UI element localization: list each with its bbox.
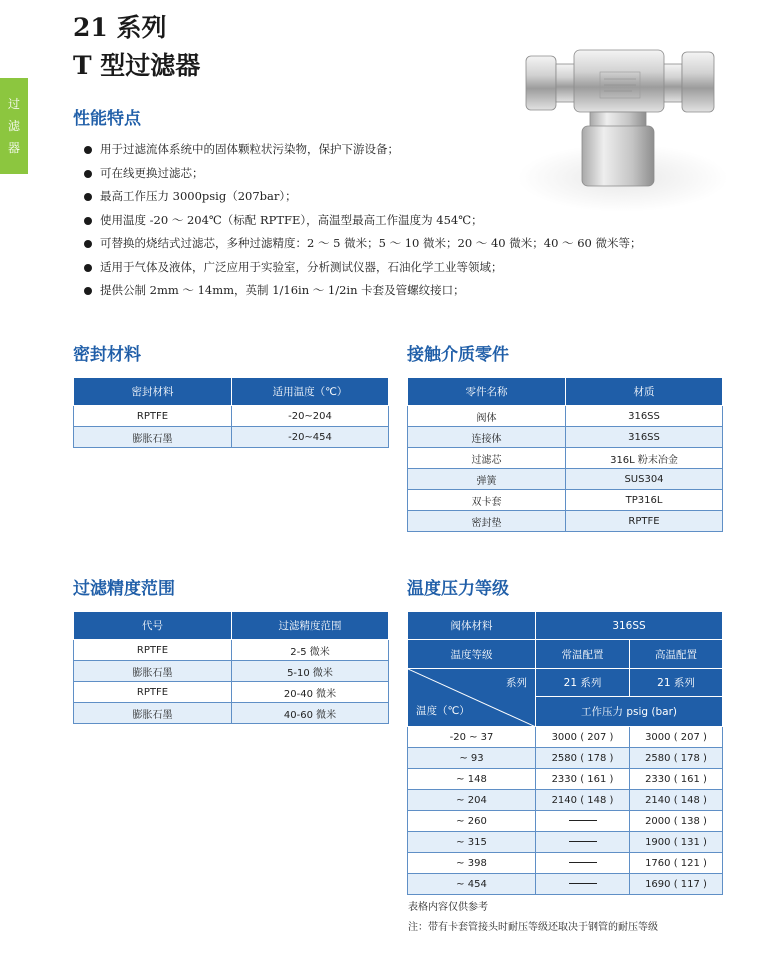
table-cell: ~ 204 <box>408 790 536 811</box>
table-row <box>74 682 389 703</box>
seal-table <box>73 377 389 448</box>
table-cell: 2140 ( 148 ) <box>630 790 723 811</box>
table-cell: -20~204 <box>232 406 389 427</box>
temperature-label: 温度（℃） <box>416 705 470 717</box>
na-dash-cell <box>536 874 630 895</box>
table-cell: -20 ~ 37 <box>408 727 536 748</box>
seal-header: 密封材料 <box>74 378 232 406</box>
table-row <box>408 511 723 532</box>
diagonal-header-cell <box>408 669 536 727</box>
table-cell: 膨胀石墨 <box>74 661 232 682</box>
series-label: 系列 <box>506 677 527 689</box>
working-pressure-header: 工作压力 psig (bar) <box>536 697 723 727</box>
wetted-header: 零件名称 <box>408 378 566 406</box>
table-cell: -20~454 <box>232 427 389 448</box>
table-row <box>408 790 723 811</box>
precision-header: 过滤精度范围 <box>232 612 389 640</box>
feature-item: 适用于气体及液体，广泛应用于实验室，分析测试仪器，石油化学工业等领域； <box>82 256 641 280</box>
feature-item: 使用温度 -20 ～ 204℃（标配 RPTFE），高温型最高工作温度为 454℃； <box>82 209 641 233</box>
body-material-label: 阀体材料 <box>408 612 536 640</box>
feature-item: 可替换的烧结式过滤芯，多种过滤精度：2 ～ 5 微米；5 ～ 10 微米；20 ～ 40 微米；40 ～ 60 微米等； <box>82 232 641 256</box>
table-cell: 316SS <box>566 406 723 427</box>
table-cell: 密封垫 <box>408 511 566 532</box>
na-dash-cell <box>536 853 630 874</box>
table-row <box>408 853 723 874</box>
high-config-header: 高温配置 <box>630 640 723 669</box>
precision-header: 代号 <box>74 612 232 640</box>
table-cell: 2-5 微米 <box>232 640 389 661</box>
table-cell: 阀体 <box>408 406 566 427</box>
table-cell: 1900 ( 131 ) <box>630 832 723 853</box>
table-cell: ~ 260 <box>408 811 536 832</box>
table-cell: 1690 ( 117 ) <box>630 874 723 895</box>
table-cell: 弹簧 <box>408 469 566 490</box>
table-cell: 2580 ( 178 ) <box>536 748 630 769</box>
series-title: 21 系列 <box>73 13 167 42</box>
precision-table <box>73 611 389 724</box>
feature-item: 最高工作压力 3000psig（207bar）； <box>82 185 641 209</box>
table-row <box>74 427 389 448</box>
table-row <box>408 748 723 769</box>
table-cell: 2330 ( 161 ) <box>630 769 723 790</box>
table-cell: RPTFE <box>566 511 723 532</box>
table-cell: 2330 ( 161 ) <box>536 769 630 790</box>
na-dash-cell <box>536 811 630 832</box>
precision-heading: 过滤精度范围 <box>73 579 175 599</box>
wetted-table <box>407 377 723 532</box>
seal-header: 适用温度（℃） <box>232 378 389 406</box>
table-cell: 316L 粉末冶金 <box>566 448 723 469</box>
table-row <box>408 406 723 427</box>
na-dash <box>569 862 597 863</box>
body-material-value: 316SS <box>536 612 723 640</box>
table-row <box>408 769 723 790</box>
pressure-heading: 温度压力等级 <box>407 579 509 599</box>
na-dash <box>569 841 597 842</box>
side-tab-char: 过 <box>7 97 20 111</box>
table-cell: 膨胀石墨 <box>74 703 232 724</box>
wetted-heading: 接触介质零件 <box>407 345 509 365</box>
table-cell: 2140 ( 148 ) <box>536 790 630 811</box>
table-cell: 连接体 <box>408 427 566 448</box>
table-cell: ~ 454 <box>408 874 536 895</box>
table-row <box>408 811 723 832</box>
normal-config-header: 常温配置 <box>536 640 630 669</box>
reference-note: 表格内容仅供参考 <box>408 902 488 913</box>
features-list <box>82 138 641 303</box>
feature-item: 可在线更换过滤芯； <box>82 162 641 186</box>
table-cell: 316SS <box>566 427 723 448</box>
temp-grade-label: 温度等级 <box>408 640 536 669</box>
table-row <box>408 490 723 511</box>
table-cell: 20-40 微米 <box>232 682 389 703</box>
table-cell: 过滤芯 <box>408 448 566 469</box>
table-cell: ~ 93 <box>408 748 536 769</box>
table-row <box>408 427 723 448</box>
table-cell: 2000 ( 138 ) <box>630 811 723 832</box>
na-dash <box>569 820 597 821</box>
table-cell: 5-10 微米 <box>232 661 389 682</box>
table-cell: ~ 315 <box>408 832 536 853</box>
product-title: T 型过滤器 <box>73 51 201 80</box>
table-cell: RPTFE <box>74 640 232 661</box>
table-cell: ~ 398 <box>408 853 536 874</box>
table-cell: 双卡套 <box>408 490 566 511</box>
feature-item: 用于过滤流体系统中的固体颗粒状污染物，保护下游设备； <box>82 138 641 162</box>
series-high-header: 21 系列 <box>630 669 723 697</box>
table-row <box>74 661 389 682</box>
table-cell: TP316L <box>566 490 723 511</box>
features-heading: 性能特点 <box>73 109 141 129</box>
table-row <box>408 469 723 490</box>
side-tab-char: 器 <box>7 141 20 155</box>
table-cell: SUS304 <box>566 469 723 490</box>
pressure-table <box>407 611 723 895</box>
table-cell: 2580 ( 178 ) <box>630 748 723 769</box>
table-cell: 40-60 微米 <box>232 703 389 724</box>
table-row <box>408 874 723 895</box>
table-cell: RPTFE <box>74 682 232 703</box>
na-dash <box>569 883 597 884</box>
wetted-header: 材质 <box>566 378 723 406</box>
table-cell: 膨胀石墨 <box>74 427 232 448</box>
table-row <box>74 640 389 661</box>
table-cell: ~ 148 <box>408 769 536 790</box>
table-row <box>408 727 723 748</box>
na-dash-cell <box>536 832 630 853</box>
table-row <box>408 832 723 853</box>
table-cell: RPTFE <box>74 406 232 427</box>
table-row <box>408 448 723 469</box>
table-cell: 3000 ( 207 ) <box>630 727 723 748</box>
feature-item: 提供公制 2mm ～ 14mm，英制 1/16in ～ 1/2in 卡套及管螺纹接口； <box>82 279 641 303</box>
table-cell: 1760 ( 121 ) <box>630 853 723 874</box>
ferrule-note: 注：带有卡套管接头时耐压等级还取决于钢管的耐压等级 <box>408 922 658 933</box>
side-category-tab <box>0 78 28 174</box>
table-cell: 3000 ( 207 ) <box>536 727 630 748</box>
seal-heading: 密封材料 <box>73 345 141 365</box>
series-normal-header: 21 系列 <box>536 669 630 697</box>
table-row <box>74 406 389 427</box>
table-row <box>74 703 389 724</box>
side-tab-char: 滤 <box>7 119 20 133</box>
